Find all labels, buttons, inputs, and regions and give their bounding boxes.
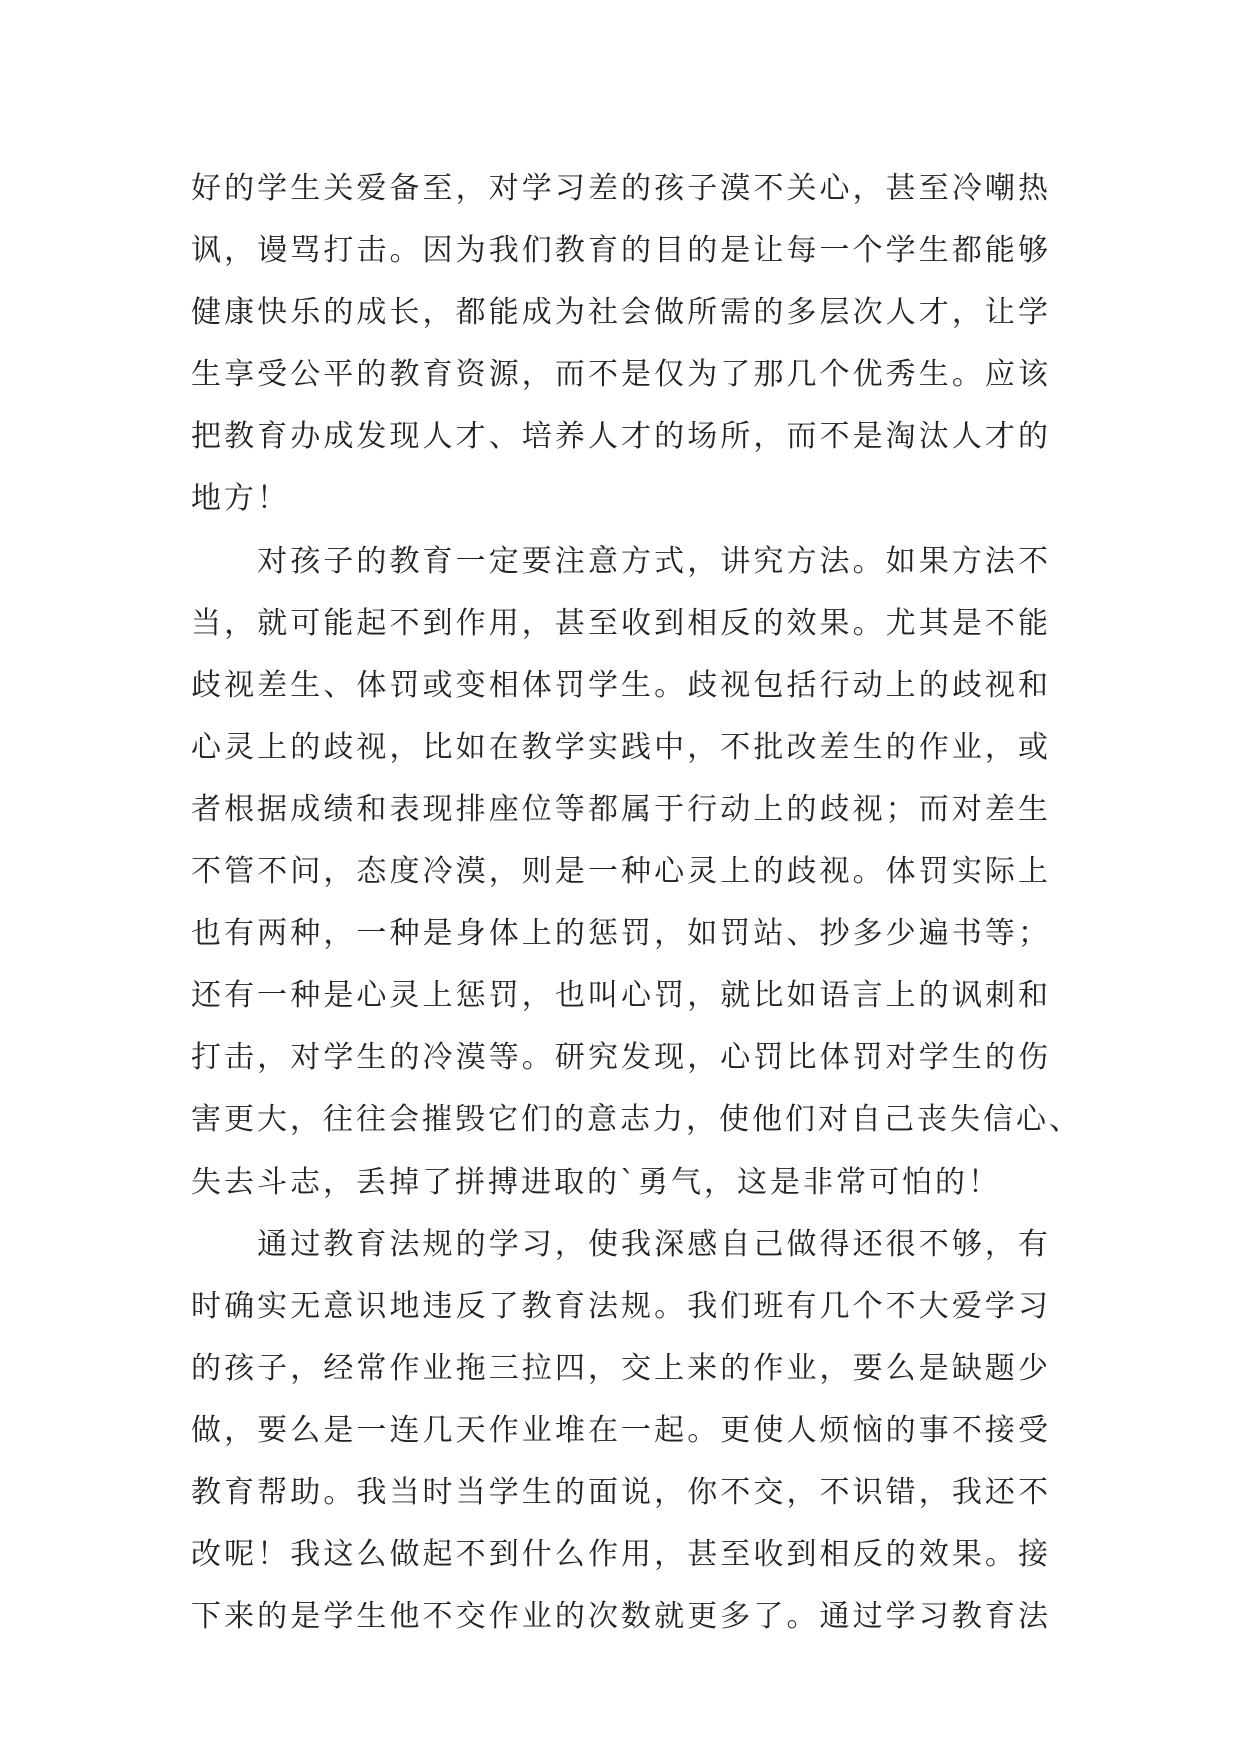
text-line-1: 好的学生关爱备至，对学习差的孩子漠不关心，甚至冷嘲热 [191, 171, 1051, 206]
text-line-22: 教育帮助。我当时当学生的面说，你不交，不识错，我还不 [191, 1474, 1051, 1510]
text-line-11: 者根据成绩和表现排座位等都属于行动上的歧视；而对差生 [191, 791, 1051, 827]
text-line-14: 还有一种是心灵上惩罚，也叫心罚，就比如语言上的讽刺和 [191, 978, 1051, 1014]
text-line-15: 打击，对学生的冷漠等。研究发现，心罚比体罚对学生的伤 [191, 1040, 1051, 1076]
text-line-12: 不管不问，态度冷漠，则是一种心灵上的歧视。体罚实际上 [191, 854, 1051, 890]
text-line-18: 通过教育法规的学习，使我深感自己做得还很不够，有 [191, 1226, 1051, 1262]
text-line-7: 对孩子的教育一定要注意方式，讲究方法。如果方法不 [191, 543, 1051, 579]
text-line-5: 把教育办成发现人才、培养人才的场所，而不是淘汰人才的 [191, 419, 1051, 455]
text-line-8: 当，就可能起不到作用，甚至收到相反的效果。尤其是不能 [191, 605, 1051, 641]
text-line-4: 生享受公平的教育资源，而不是仅为了那几个优秀生。应该 [191, 357, 1051, 393]
text-line-16: 害更大，往往会摧毁它们的意志力，使他们对自己丧失信心、 [191, 1102, 1082, 1138]
text-line-17: 失去斗志，丢掉了拼搏进取的`勇气，这是非常可怕的！ [191, 1164, 1001, 1200]
text-line-2: 讽，谩骂打击。因为我们教育的目的是让每一个学生都能够 [191, 233, 1051, 269]
text-line-9: 歧视差生、体罚或变相体罚学生。歧视包括行动上的歧视和 [191, 667, 1051, 703]
text-line-10: 心灵上的歧视，比如在教学实践中，不批改差生的作业，或 [191, 729, 1051, 765]
text-line-21: 做，要么是一连几天作业堆在一起。更使人烦恼的事不接受 [191, 1412, 1051, 1448]
text-line-6: 地方！ [191, 481, 290, 517]
text-line-24: 下来的是学生他不交作业的次数就更多了。通过学习教育法 [191, 1599, 1051, 1635]
body-text [191, 158, 1082, 1648]
text-line-23: 改呢！我这么做起不到什么作用，甚至收到相反的效果。接 [191, 1537, 1051, 1573]
text-line-13: 也有两种，一种是身体上的惩罚，如罚站、抄多少遍书等； [191, 916, 1051, 952]
text-line-3: 健康快乐的成长，都能成为社会做所需的多层次人才，让学 [191, 295, 1051, 331]
text-line-19: 时确实无意识地违反了教育法规。我们班有几个不大爱学习 [191, 1288, 1051, 1324]
text-line-20: 的孩子，经常作业拖三拉四，交上来的作业，要么是缺题少 [191, 1350, 1051, 1386]
